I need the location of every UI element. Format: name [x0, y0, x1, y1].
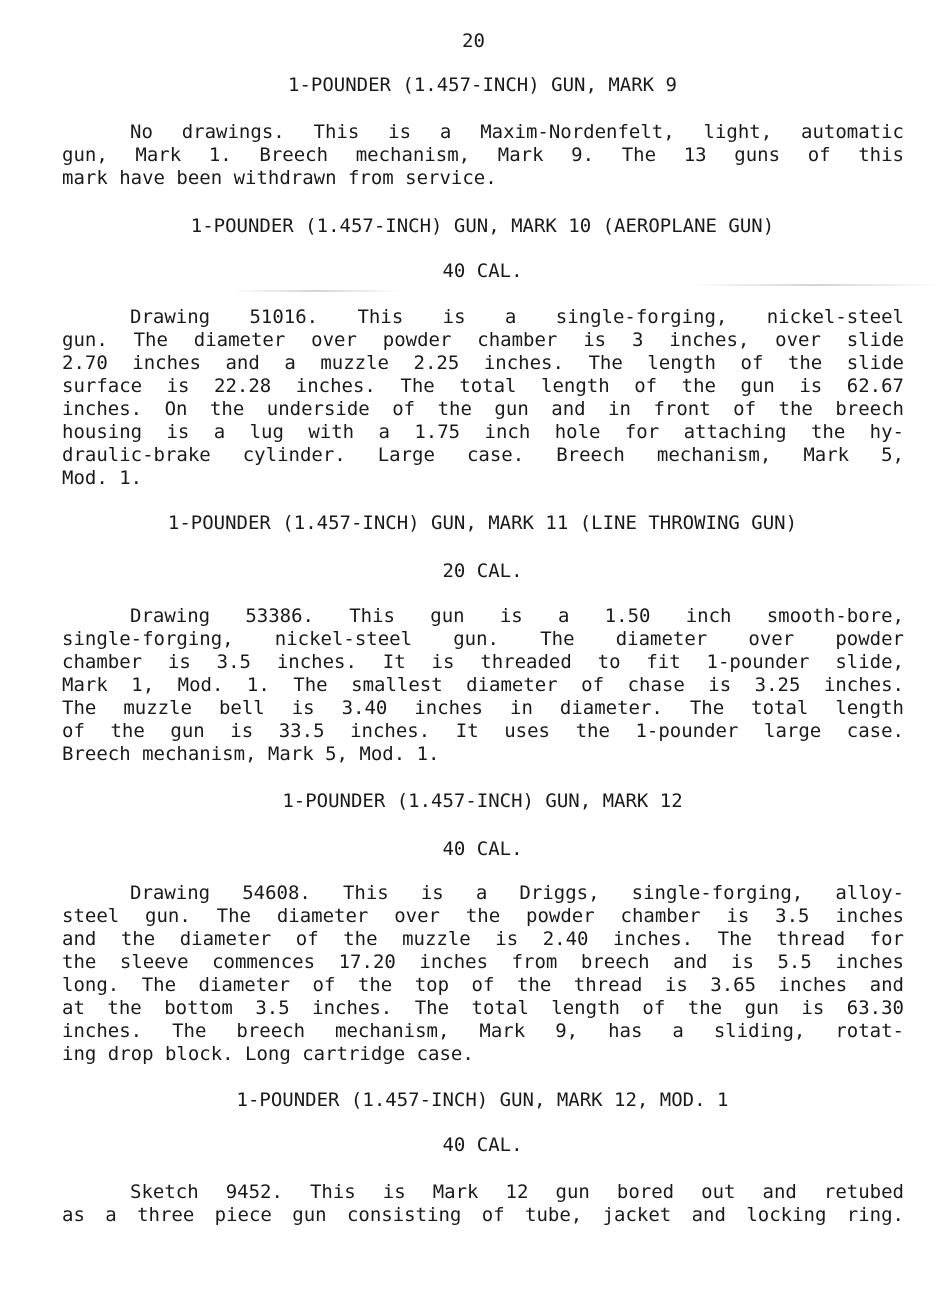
text-line: gun. The diameter over powder chamber is 3 inches, over slide	[62, 329, 904, 351]
text-line: chamber is 3.5 inches. It is threaded to fit 1-pounder slide,	[62, 651, 904, 673]
text-line: Breech mechanism, Mark 5, Mod. 1.	[62, 743, 440, 765]
caliber-mark-10: 40 CAL.	[442, 260, 523, 282]
text-line: Sketch 9452. This is Mark 12 gun bored out and retubed	[130, 1181, 904, 1203]
paragraph-mark-11	[62, 605, 904, 766]
text-line: steel gun. The diameter over the powder chamber is 3.5 inches	[62, 905, 904, 927]
text-line: inches. The breech mechanism, Mark 9, has a sliding, rotat-	[62, 1020, 904, 1042]
scan-artifact	[230, 290, 400, 292]
text-line: single-forging, nickel-steel gun. The diameter over powder	[62, 628, 904, 650]
text-line: of the gun is 33.5 inches. It uses the 1-pounder large case.	[62, 720, 904, 742]
text-line: at the bottom 3.5 inches. The total length of the gun is 63.30	[62, 997, 904, 1019]
text-line: housing is a lug with a 1.75 inch hole for attaching the hy-	[62, 421, 904, 443]
paragraph-mark-10	[62, 306, 904, 490]
caliber-mark-11: 20 CAL.	[442, 560, 523, 582]
text-line: inches. On the underside of the gun and in front of the breech	[62, 398, 904, 420]
text-line: surface is 22.28 inches. The total length of the gun is 62.67	[62, 375, 904, 397]
caliber-mark-12: 40 CAL.	[442, 838, 523, 860]
caliber-mark-12-mod-1: 40 CAL.	[442, 1134, 523, 1156]
text-line: Mod. 1.	[62, 467, 143, 489]
section-heading-mark-9: 1-POUNDER (1.457-INCH) GUN, MARK 9	[288, 74, 677, 96]
text-line: mark have been withdrawn from service.	[62, 167, 497, 189]
text-line: 2.70 inches and a muzzle 2.25 inches. The length of the slide	[62, 352, 904, 374]
text-line: The muzzle bell is 3.40 inches in diameter. The total length	[62, 697, 904, 719]
text-line: Mark 1, Mod. 1. The smallest diameter of chase is 3.25 inches.	[62, 674, 904, 696]
text-line: Drawing 51016. This is a single-forging, nickel-steel	[130, 306, 904, 328]
section-heading-mark-12: 1-POUNDER (1.457-INCH) GUN, MARK 12	[282, 790, 683, 812]
text-line: ing drop block. Long cartridge case.	[62, 1043, 474, 1065]
text-line: Drawing 54608. This is a Driggs, single-forging, alloy-	[130, 882, 904, 904]
text-line: and the diameter of the muzzle is 2.40 inches. The thread for	[62, 928, 904, 950]
section-heading-mark-11: 1-POUNDER (1.457-INCH) GUN, MARK 11 (LINE THROWING GUN)	[167, 512, 798, 534]
paragraph-mark-12-mod-1	[62, 1181, 904, 1227]
text-line: draulic-brake cylinder. Large case. Breech mechanism, Mark 5,	[62, 444, 904, 466]
paragraph-mark-12	[62, 882, 904, 1066]
text-line: long. The diameter of the top of the thread is 3.65 inches and	[62, 974, 904, 996]
text-line: Drawing 53386. This gun is a 1.50 inch smooth-bore,	[130, 605, 904, 627]
paragraph-mark-9	[62, 121, 904, 190]
page-number: 20	[462, 30, 485, 52]
scan-artifact	[690, 284, 940, 286]
text-line: the sleeve commences 17.20 inches from breech and is 5.5 inches	[62, 951, 904, 973]
text-line: No drawings. This is a Maxim-Nordenfelt, light, automatic	[130, 121, 904, 143]
text-line: as a three piece gun consisting of tube, jacket and locking ring.	[62, 1204, 904, 1226]
section-heading-mark-10: 1-POUNDER (1.457-INCH) GUN, MARK 10 (AEROPLANE GUN)	[190, 215, 775, 237]
section-heading-mark-12-mod-1: 1-POUNDER (1.457-INCH) GUN, MARK 12, MOD. 1	[236, 1089, 729, 1111]
text-line: gun, Mark 1. Breech mechanism, Mark 9. The 13 guns of this	[62, 144, 904, 166]
